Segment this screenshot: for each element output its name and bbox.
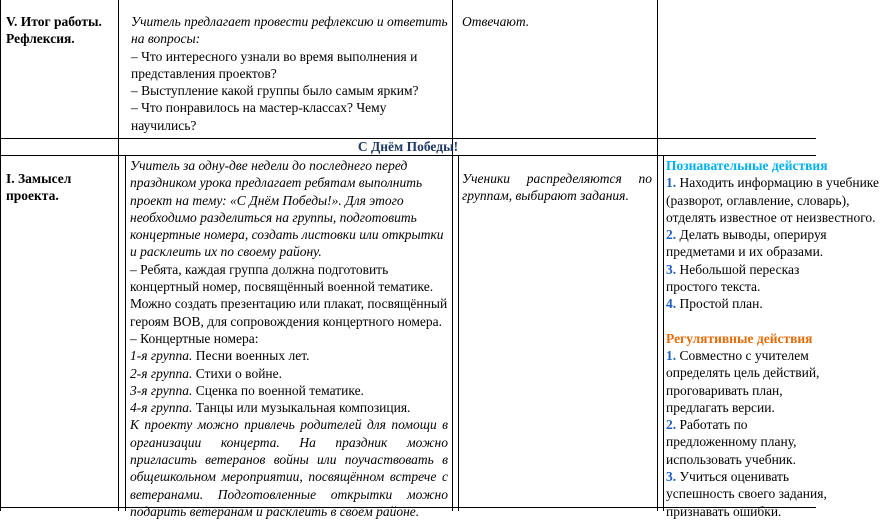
- plan-teacher-intro: Учитель за одну-две недели до последнего перед праздником урока предлагает ребятам выполнить проект на тему: «С Днём Победы!». Для этого необходимо разделиться на группы, подготовить концертные номера, создать листовки или открытки и расклеить их по своему району.: [130, 158, 444, 260]
- table-border-left: [0, 0, 1, 511]
- cognitive-item-4: [666, 295, 816, 312]
- cognitive-item-1-text: Находить информацию в учебнике (разворот, оглавление, словарь), отделять известное от неизвестного.: [666, 175, 880, 225]
- regulatory-item-1-number: 1.: [666, 347, 677, 363]
- plan-students-cell: [462, 170, 652, 205]
- cognitive-item-3: [666, 261, 816, 296]
- cognitive-item-4-number: 4.: [666, 296, 677, 312]
- plan-stage-title: I. Замысел проекта.: [6, 171, 72, 204]
- victory-banner: [0, 139, 816, 155]
- summary-question-1: – Что интересного узнали во время выполнения и представления проектов?: [131, 48, 418, 81]
- regulatory-item-3-number: 3.: [666, 469, 677, 485]
- plan-group-2-label: 2-я группа.: [130, 365, 193, 381]
- regulatory-item-2-number: 2.: [666, 417, 677, 433]
- cognitive-item-2-number: 2.: [666, 227, 677, 243]
- plan-stage-cell: [6, 170, 116, 205]
- cognitive-list-narrow: [666, 261, 816, 313]
- regulatory-item-2: [666, 416, 836, 468]
- regulatory-item-2-text: Работать по предложенному плану, использовать учебник.: [666, 417, 797, 467]
- plan-group-3-text: Сценка по военной тематике.: [195, 382, 364, 398]
- column-divider-4: [458, 155, 459, 511]
- cognitive-item-2-text: Делать выводы, оперируя предметами и их образами.: [666, 227, 827, 260]
- plan-group-2: [130, 365, 448, 382]
- plan-uud-cell: [666, 157, 880, 520]
- column-divider-6: [663, 155, 664, 511]
- plan-group-3: [130, 382, 448, 399]
- plan-group-1: [130, 347, 448, 364]
- plan-group-1-label: 1-я группа.: [130, 348, 193, 364]
- cognitive-item-2: [666, 226, 886, 261]
- regulatory-heading: Регулятивные действия: [666, 330, 813, 346]
- summary-students-cell: [462, 13, 652, 30]
- victory-banner-text: С Днём Победы!: [357, 139, 459, 154]
- summary-question-2: – Выступление какой группы было самым ярким?: [131, 83, 419, 99]
- plan-group-2-text: Стихи о войне.: [195, 365, 283, 381]
- column-divider-1: [118, 0, 119, 511]
- row-divider-banner-bottom: [0, 155, 816, 156]
- plan-group-3-label: 3-я группа.: [130, 382, 193, 398]
- plan-teacher-cell: [130, 157, 448, 520]
- summary-teacher-cell: [131, 13, 449, 134]
- cognitive-item-3-number: 3.: [666, 261, 677, 277]
- cognitive-item-4-text: Простой план.: [679, 296, 763, 312]
- plan-group-4-label: 4-я группа.: [130, 400, 193, 416]
- plan-group-1-text: Песни военных лет.: [195, 348, 310, 364]
- summary-question-3: – Что понравилось на мастер-классах? Чему научились?: [131, 100, 387, 133]
- regulatory-item-3: [666, 468, 836, 520]
- cognitive-item-1-number: 1.: [666, 175, 677, 191]
- plan-numbers-heading: – Концертные номера:: [130, 330, 259, 346]
- summary-stage-cell: [6, 13, 116, 48]
- plan-group-4-text: Танцы или музыкальная композиция.: [195, 400, 411, 416]
- regulatory-list: [666, 347, 836, 520]
- plan-teacher-outro: К проекту можно привлечь родителей для помощи в организации концерта. На праздник можно пригласить ветеранов войны или поучаствовать в общешкольном мероприятии, посвящённом встрече с ветеранами. Подготовленные открытки можно подарить ветеранам и расклеить в своём районе.: [130, 417, 448, 519]
- cognitive-item-3-text: Небольшой пересказ простого текста.: [666, 261, 800, 295]
- regulatory-item-3-text: Учиться оценивать успешность своего задания, признавать ошибки.: [666, 469, 827, 519]
- plan-group-4: [130, 399, 448, 416]
- plan-teacher-plain: – Ребята, каждая группа должна подготовить концертный номер, посвящённый военной тематике. Можно создать презентацию или плакат, посвящённый героям ВОВ, для сопровождения концертного номера.: [130, 261, 448, 329]
- summary-stage-title: V. Итог работы. Рефлексия.: [6, 14, 102, 47]
- regulatory-item-1: [666, 347, 836, 416]
- regulatory-item-1-text: Совместно с учителем определять цель действий, проговаривать план, предлагать версии.: [666, 347, 820, 415]
- plan-students-text: Ученики распределяются по группам, выбирают задания.: [462, 171, 652, 204]
- cognitive-item-1: [666, 174, 886, 226]
- column-divider-2: [125, 155, 126, 511]
- cognitive-list: [666, 174, 886, 260]
- summary-students-text: Отвечают.: [462, 14, 530, 29]
- summary-teacher-intro: Учитель предлагает провести рефлексию и ответить на вопросы:: [131, 14, 448, 47]
- column-divider-3: [452, 0, 453, 511]
- column-divider-5: [657, 0, 658, 511]
- cognitive-heading: Познавательные действия: [666, 158, 828, 173]
